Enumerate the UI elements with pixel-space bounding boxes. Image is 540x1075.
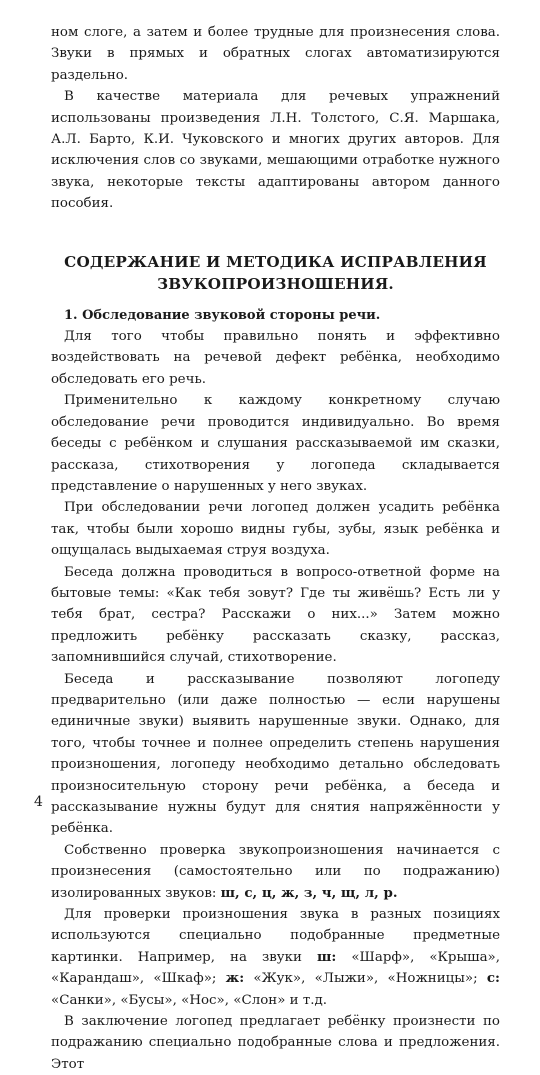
- isolated-sounds-list: ш, с, ц, ж, з, ч, щ, л, р.: [220, 884, 398, 901]
- section-heading-line-2: ЗВУКОПРОИЗНОШЕНИЯ.: [157, 274, 394, 293]
- sound-s-label: с:: [486, 970, 500, 987]
- page-number: 4: [34, 794, 43, 810]
- sound-zh-label: ж:: [225, 970, 245, 987]
- paragraph-4: Беседа должна проводиться в вопросо-ответной форме на бытовые темы: «Как тебя зовут? Где ты живёшь? Есть ли у тебя брат, сестра? Расскажи о них...» Затем можно предложить ребёнку рассказать сказку, рассказ, запомнившийся случай, стихотворение.: [51, 564, 500, 666]
- paragraph-7-text-b: «Шарф», «Крыша», «Карандаш», «Шкаф»;: [51, 949, 501, 987]
- paragraph-6: [51, 840, 500, 904]
- paragraph-7-text-a: Для проверки произношения звука в разных позициях используются специально подобранные предметные картинки. Например, на звуки: [51, 907, 500, 965]
- section-heading-line-1: СОДЕРЖАНИЕ И МЕТОДИКА ИСПРАВЛЕНИЯ: [64, 252, 487, 271]
- page-text: [51, 22, 500, 1075]
- paragraph-3: При обследовании речи логопед должен усадить ребёнка так, чтобы были хорошо видны губы, зубы, язык ребёнка и ощущалась выдыхаемая струя воздуха.: [51, 500, 500, 559]
- sound-sh-label: ш:: [317, 948, 337, 965]
- paragraph-7: [51, 904, 500, 1011]
- paragraph-5: Беседа и рассказывание позволяют логопеду предварительно (или даже полностью — если нарушены единичные звуки) выявить нарушенные звуки. Однако, для того, чтобы точнее и полнее определить степень нарушения произношения, логопеду необходимо детально обследовать произносительную сторону речи ребёнка, а беседа и рассказывание нужны будут для снятия напряжённости у ребёнка.: [51, 671, 500, 837]
- paragraph-7-text-d: «Санки», «Бусы», «Нос», «Слон» и т.д.: [51, 992, 327, 1008]
- paragraph-1: Для того чтобы правильно понять и эффективно воздействовать на речевой дефект ребёнка, необходимо обследовать его речь.: [51, 329, 500, 387]
- intro-paragraph-2: В качестве материала для речевых упражнений использованы произведения Л.Н. Толстого, С.Я. Маршака, А.Л. Барто, К.И. Чуковского и многих других авторов. Для исключения слов со звуками, мешающими отработке нужного звука, некоторые тексты адаптированы автором данного пособия.: [51, 89, 500, 212]
- intro-paragraph-1: ном слоге, а затем и более трудные для произнесения слова. Звуки в прямых и обратных слогах автоматизируются раздельно.: [51, 25, 500, 83]
- paragraph-6-text: Собственно проверка звукопроизношения начинается с произнесения (самостоятельно или по подражанию) изолированных звуков:: [51, 842, 500, 901]
- paragraph-8: В заключение логопед предлагает ребёнку произнести по подражанию специально подобранные слова и предложения. Этот: [51, 1014, 500, 1072]
- paragraph-7-text-c: «Жук», «Лыжи», «Ножницы»;: [244, 971, 487, 987]
- section-heading: [51, 251, 500, 295]
- subsection-heading: 1. Обследование звуковой стороны речи.: [64, 307, 381, 323]
- paragraph-2: Применительно к каждому конкретному случаю обследование речи проводится индивидуально. Во время беседы с ребёнком и слушания рассказываемой им сказки, рассказа, стихотворения у логопеда складывается представление о нарушенных у него звуках.: [51, 393, 500, 494]
